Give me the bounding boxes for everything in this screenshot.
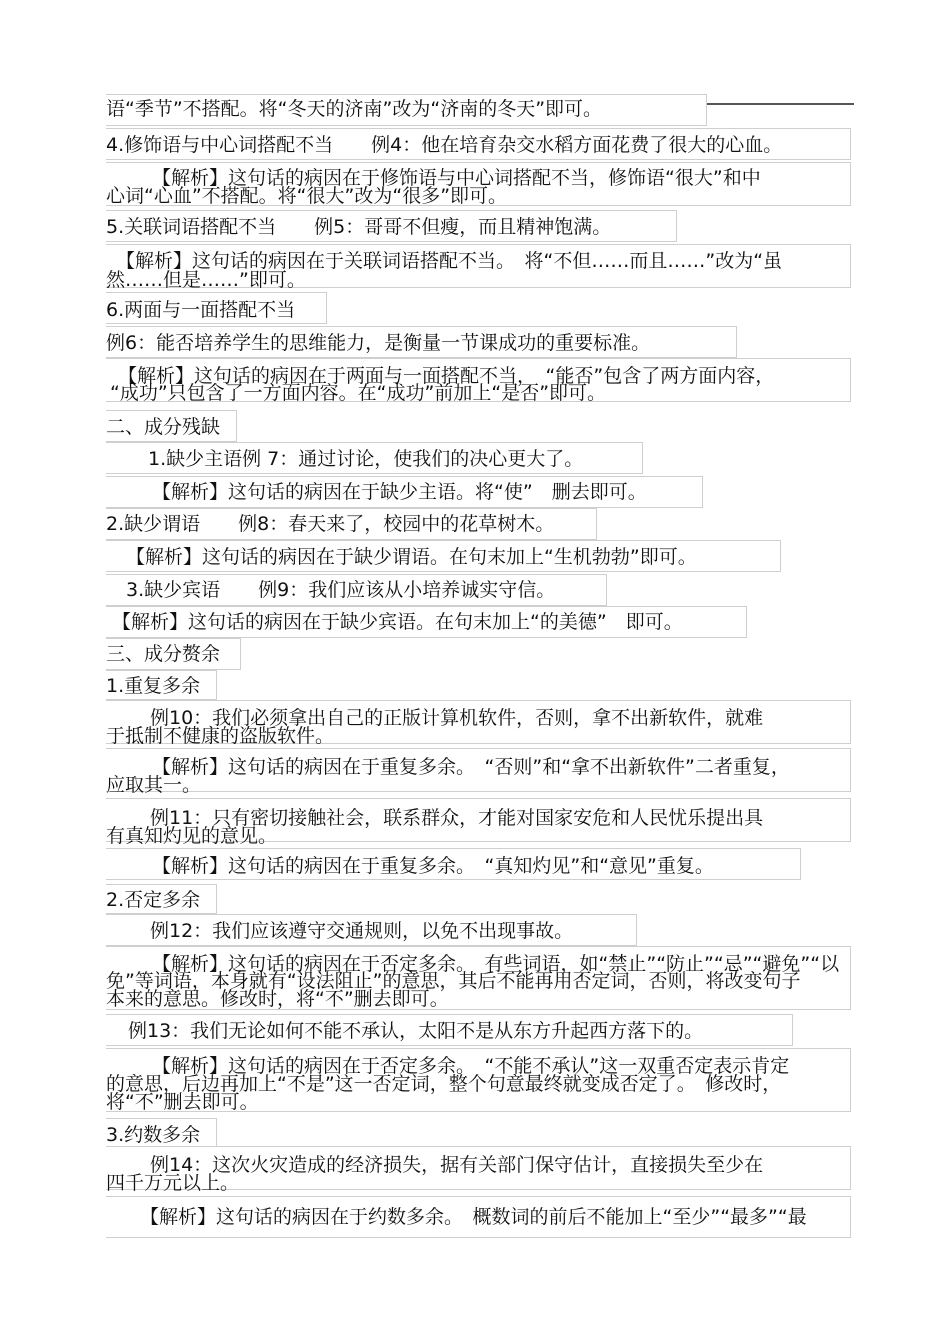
text-line: 应取其一。 <box>106 774 202 796</box>
example-line: 例13：我们无论如何不能不承认，太阳不是从东方升起西方落下的。 <box>128 1020 704 1042</box>
section-heading: 2.否定多余 <box>106 889 201 911</box>
section-heading: 6.两面与一面搭配不当 <box>106 299 296 321</box>
text-line: 将“不”删去即可。 <box>106 1091 259 1113</box>
analysis-line: 【解析】这句话的病因在于缺少宾语。在句末加上“的美德” 即可。 <box>112 611 683 633</box>
text-line: 于抵制不健康的盗版软件。 <box>106 725 335 747</box>
section-heading: 3.缺少宾语 例9：我们应该从小培养诚实守信。 <box>126 579 556 601</box>
analysis-line: 【解析】这句话的病因在于重复多余。 “否则”和“拿不出新软件”二者重复， <box>152 756 790 778</box>
analysis-line: 【解析】这句话的病因在于缺少谓语。在句末加上“生机勃勃”即可。 <box>126 546 697 568</box>
analysis-line: 【解析】这句话的病因在于修饰语与中心词搭配不当，修饰语“很大”和中 <box>152 167 761 189</box>
text-line: 的意思，后边再加上“不是”这一否定词，整个句意最终就变成否定了。 修改时， <box>106 1073 782 1095</box>
section-heading: 1.重复多余 <box>106 675 201 697</box>
section-heading: 3.约数多余 <box>106 1124 201 1146</box>
example-line: 例10：我们必须拿出自己的正版计算机软件，否则，拿不出新软件，就难 <box>150 707 764 729</box>
analysis-line: 【解析】这句话的病因在于关联词语搭配不当。 将“不但……而且……”改为“虽 <box>116 250 783 272</box>
section-heading: 4.修饰语与中心词搭配不当 例4：他在培育杂交水稻方面花费了很大的心血。 <box>106 134 783 156</box>
section-heading: 5.关联词语搭配不当 例5：哥哥不但瘦，而且精神饱满。 <box>106 216 612 238</box>
analysis-line: 【解析】这句话的病因在于缺少主语。将“使” 删去即可。 <box>152 481 647 503</box>
analysis-line: 【解析】这句话的病因在于约数多余。 概数词的前后不能加上“至少”“最多”“最 <box>140 1206 807 1228</box>
example-line: 例12：我们应该遵守交通规则，以免不出现事故。 <box>150 920 574 942</box>
section-heading: 1.缺少主语例 7：通过讨论，使我们的决心更大了。 <box>148 448 584 470</box>
section-title: 二、成分残缺 <box>106 416 221 438</box>
example-line: 例6：能否培养学生的思维能力，是衡量一节课成功的重要标准。 <box>106 332 651 354</box>
text-line: 本来的意思。修改时，将“不”删去即可。 <box>106 988 449 1010</box>
text-line: 有真知灼见的意见。 <box>106 825 278 847</box>
text-line: 心词“心血”不搭配。将“很大”改为“很多”即可。 <box>106 185 508 207</box>
text-line: 然……但是……”即可。 <box>106 269 306 291</box>
example-line: 例11：只有密切接触社会，联系群众，才能对国家安危和人民忧乐提出具 <box>150 807 764 829</box>
section-title: 三、成分赘余 <box>106 643 221 665</box>
text-line: 四千万元以上。 <box>106 1172 240 1194</box>
analysis-line: 【解析】这句话的病因在于两面与一面搭配不当， “能否”包含了两方面内容， <box>118 365 775 387</box>
analysis-line: 【解析】这句话的病因在于否定多余。 有些词语，如“禁止”“防止”“忌”“避免”“以 <box>152 953 840 975</box>
text-line: 免”等词语，本身就有“设法阻止”的意思，其后不能再用否定词，否则，将改变句子 <box>106 970 801 992</box>
analysis-line: 【解析】这句话的病因在于重复多余。 “真知灼见”和“意见”重复。 <box>152 855 714 877</box>
example-line: 例14：这次火灾造成的经济损失，据有关部门保守估计，直接损失至少在 <box>150 1154 764 1176</box>
section-heading: 2.缺少谓语 例8：春天来了，校园中的花草树木。 <box>106 513 555 535</box>
text-line: “成功”只包含了一方面内容。在“成功”前加上“是否”即可。 <box>110 382 607 404</box>
text-line: 语“季节”不搭配。将“冬天的济南”改为“济南的冬天”即可。 <box>106 98 603 120</box>
analysis-line: 【解析】这句话的病因在于否定多余。 “不能不承认”这一双重否定表示肯定 <box>152 1055 790 1077</box>
